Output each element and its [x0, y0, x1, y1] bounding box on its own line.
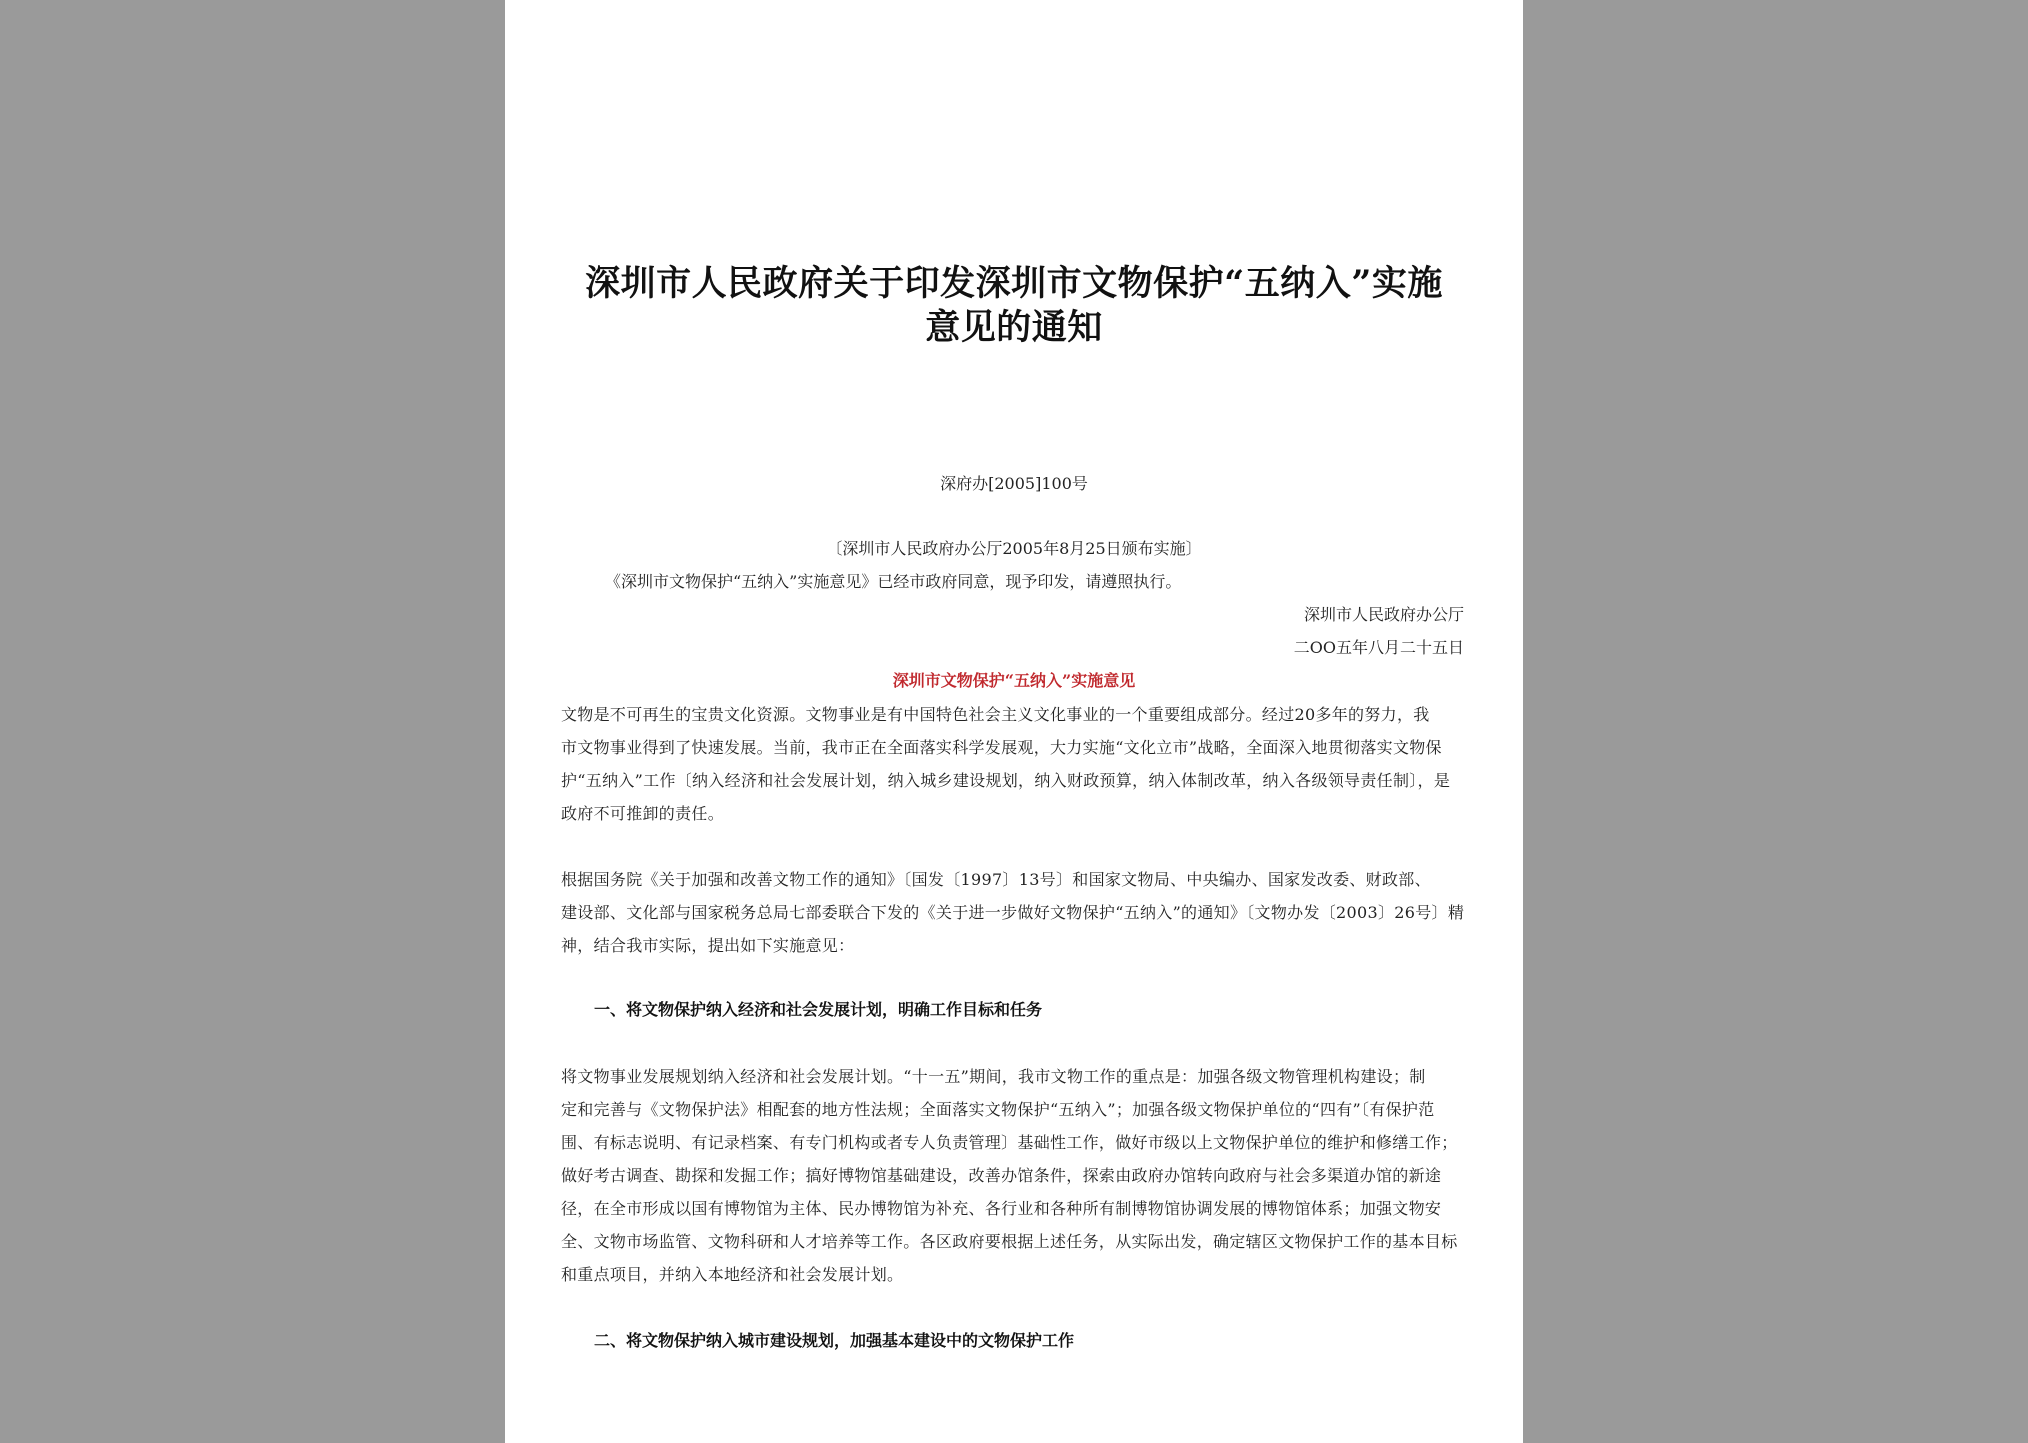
paragraph-intro — [561, 698, 1467, 830]
paragraph-line: 做好考古调查、勘探和发掘工作；搞好博物馆基础建设，改善办馆条件，探索由政府办馆转向政府与社会多渠道办馆的新途 — [561, 1166, 1442, 1185]
issuance-note: 〔深圳市人民政府办公厅2005年8月25日颁布实施〕 — [826, 539, 1202, 558]
paragraph-line: 全、文物市场监管、文物科研和人才培养等工作。各区政府要根据上述任务，从实际出发，确定辖区文物保护工作的基本目标 — [561, 1232, 1458, 1251]
paragraph-basis — [561, 863, 1467, 962]
paragraph-line: 根据国务院《关于加强和改善文物工作的通知》〔国发〔1997〕13号〕和国家文物局、中央编办、国家发改委、财政部、 — [561, 870, 1431, 889]
paragraph-line: 政府不可推卸的责任。 — [561, 804, 725, 823]
paragraph-line: 市文物事业得到了快速发展。当前，我市正在全面落实科学发展观，大力实施“文化立市”战略，全面深入地贯彻落实文物保 — [561, 738, 1442, 757]
title-line-2: 意见的通知 — [925, 307, 1103, 348]
document-page — [505, 0, 1523, 1443]
paragraph-line: 定和完善与《文物保护法》相配套的地方性法规；全面落实文物保护“五纳入”；加强各级文物保护单位的“四有”〔有保护范 — [561, 1100, 1435, 1119]
paragraph-line: 径，在全市形成以国有博物馆为主体、民办博物馆为补充、各行业和各种所有制博物馆协调发展的博物馆体系；加强文物安 — [561, 1199, 1442, 1218]
paragraph-line: 建设部、文化部与国家税务总局七部委联合下发的《关于进一步做好文物保护“五纳入”的通知》〔文物办发〔2003〕26号〕精 — [561, 903, 1465, 922]
signing-office: 深圳市人民政府办公厅 — [1303, 605, 1464, 624]
document-title — [565, 262, 1463, 350]
paragraph-line: 文物是不可再生的宝贵文化资源。文物事业是有中国特色社会主义文化事业的一个重要组成部分。经过20多年的努力，我 — [561, 705, 1430, 724]
signing-date: 二OO五年八月二十五日 — [1293, 638, 1464, 657]
section-heading-2: 二、将文物保护纳入城市建设规划，加强基本建设中的文物保护工作 — [594, 1331, 1075, 1350]
paragraph-line: 围、有标志说明、有记录档案、有专门机构或者专人负责管理〕基础性工作，做好市级以上文物保护单位的维护和修缮工作； — [561, 1133, 1458, 1152]
paragraph-line: 和重点项目，并纳入本地经济和社会发展计划。 — [561, 1265, 904, 1284]
paragraph-line: 神，结合我市实际，提出如下实施意见： — [561, 936, 855, 955]
document-number: 深府办[2005]100号 — [940, 474, 1088, 493]
paragraph-line: 护“五纳入”工作〔纳入经济和社会发展计划，纳入城乡建设规划，纳入财政预算，纳入体制改革，纳入各级领导责任制〕，是 — [561, 771, 1451, 790]
paragraph-line: 将文物事业发展规划纳入经济和社会发展计划。“十一五”期间，我市文物工作的重点是：加强各级文物管理机构建设；制 — [561, 1067, 1426, 1086]
section-heading-1: 一、将文物保护纳入经济和社会发展计划，明确工作目标和任务 — [594, 1000, 1043, 1019]
title-line-1: 深圳市人民政府关于印发深圳市文物保护“五纳入”实施 — [585, 263, 1443, 304]
approval-statement: 《深圳市文物保护“五纳入”实施意见》已经市政府同意，现予印发，请遵照执行。 — [605, 572, 1182, 591]
document-subtitle: 深圳市文物保护“五纳入”实施意见 — [892, 671, 1136, 690]
paragraph-section-1 — [561, 1060, 1467, 1291]
